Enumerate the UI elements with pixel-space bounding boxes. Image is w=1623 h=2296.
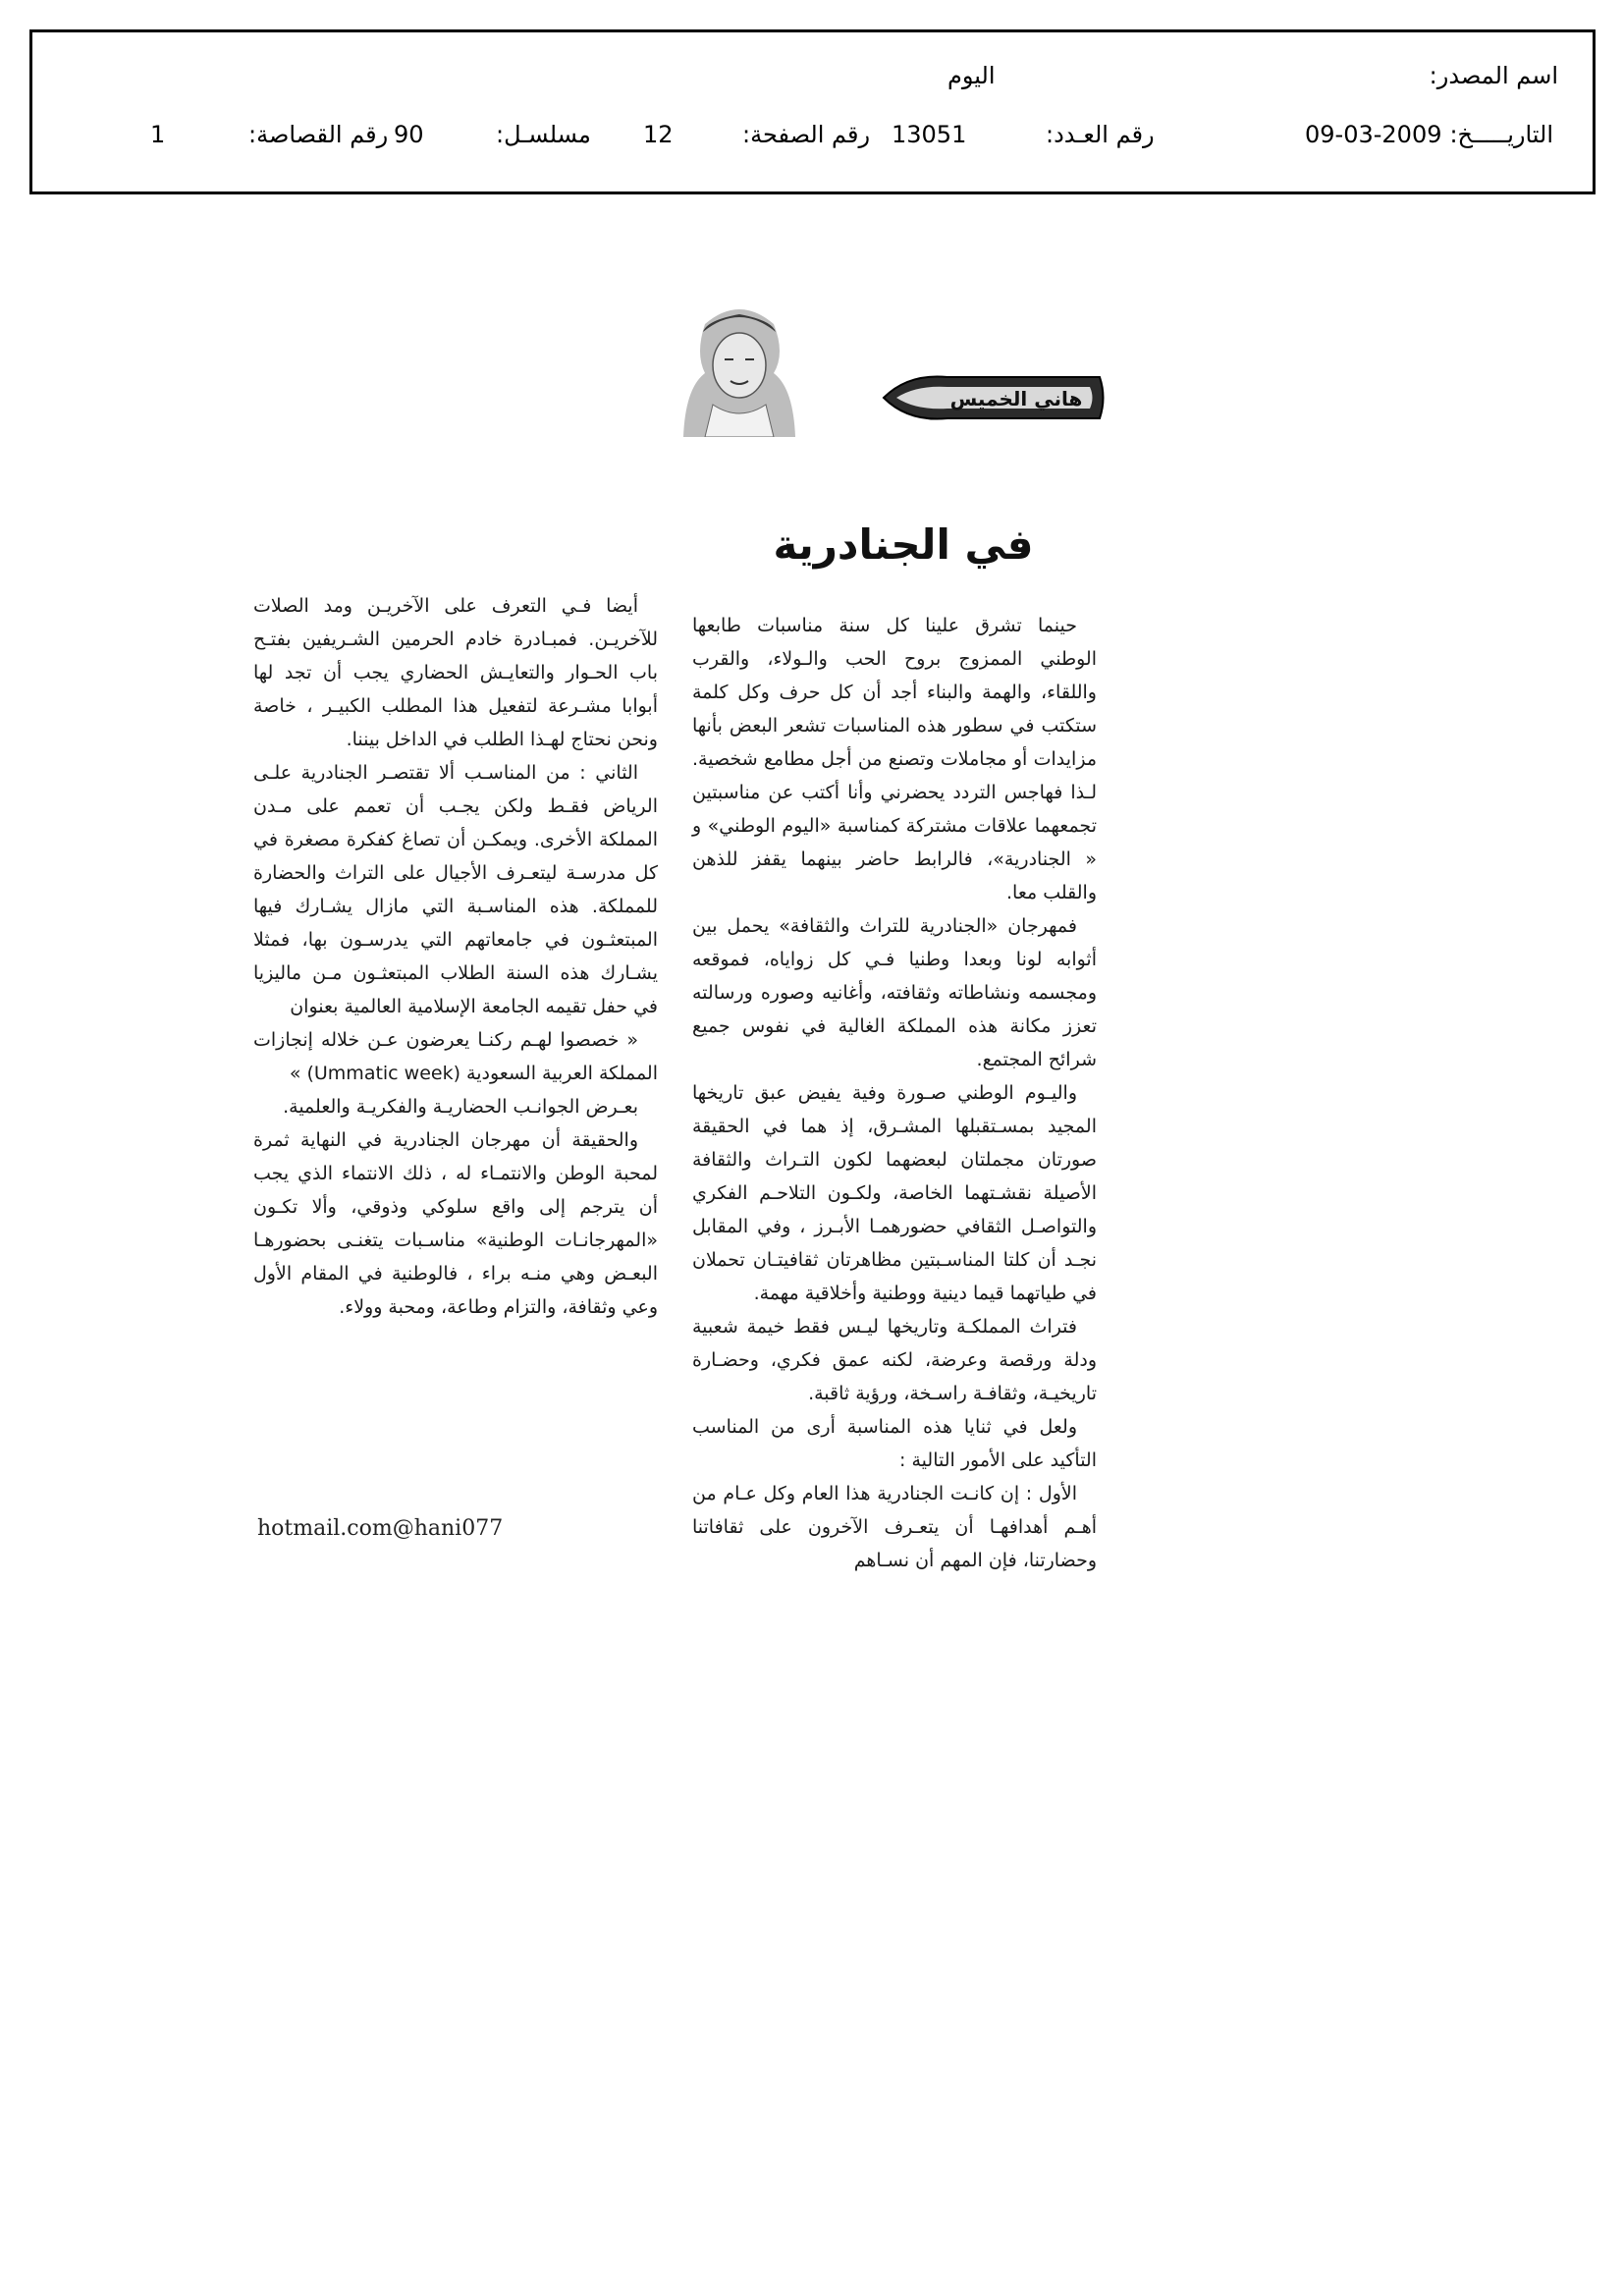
paragraph: فتراث المملكـة وتاريخها ليـس فقط خيمة شعبية ودلة ورقصة وعرضة، لكنه عمق فكري، وحضـارة تاريخيـة، وثقافـة راسـخة، ورؤية ثاقبة. (692, 1316, 1097, 1404)
author-email: hotmail.com@hani077 (257, 1516, 504, 1541)
paragraph: الأول : إن كانـت الجنادرية هذا العام وكل عـام من أهـم أهدافهـا أن يتعـرف الآخرون على ثقافاتنا وحضارتنا، فإن المهم أن نسـاهم (692, 1483, 1097, 1571)
issue-value: 13051 (892, 121, 967, 148)
paragraph: فمهرجان «الجنادرية للتراث والثقافة» يحمل بين أثوابه لونا وبعدا وطنيا فـي كل زواياه، فموقعه ومجسمه ونشاطاته وثقافته، وأغانيه وصوره ورسالته تعزز مكانة هذه المملكة الغالية في نفوس جميع شرائح المجتمع. (692, 915, 1097, 1070)
author-photo (676, 295, 803, 437)
clip-value: 1 (150, 121, 166, 148)
paragraph: ولعل في ثنايا هذه المناسبة أرى من المناسب التأكيد على الأمور التالية : (692, 1416, 1097, 1471)
article-column-left (253, 589, 658, 1324)
date-value: 09-03-2009 (1305, 121, 1442, 148)
column-logo-text: هاني الخميس (949, 387, 1083, 410)
metadata-header-box (29, 29, 1596, 194)
paragraph: حينما تشرق علينا كل سنة مناسبات طابعها الوطني الممزوج بروح الحب والـولاء، والقرب واللقاء، والهمة والبناء أجد أن كل حرف وكل كلمة ستكتب في سطور هذه المناسبات تشعر البعض بأنها مزايدات أو مجاملات وتصنع من أجل مطامع شخصية. لـذا فهاجس التردد يحضرني وأنا أكتب عن مناسبتين تجمعهما علاقات مشتركة كمناسبة «اليوم الوطني» و « الجنادرية»، فالرابط حاضر بينهما يقفز للذهن والقلب معا. (692, 615, 1097, 903)
column-logo (879, 363, 1109, 432)
paragraph: أيضا فـي التعرف على الآخريـن ومد الصلات للآخريـن. فمبـادرة خادم الحرمين الشـريفين بفتـح باب الحـوار والتعايـش الحضاري يجب أن تجد لها أبوابا مشـرعة لتفعيل هذا المطلب الكبيـر ، خاصة ونحن نحتاج لهـذا الطلب في الداخل بيننا. (253, 595, 658, 750)
paragraph: « خصصوا لهـم ركنـا يعرضون عـن خلاله إنجازات المملكة العربية السعودية (Ummatic week) » (253, 1029, 658, 1084)
article-column-right (692, 609, 1097, 1577)
serial-value: 90 (394, 121, 424, 148)
clip-label: رقم القصاصة: (248, 121, 389, 148)
article-title: في الجنادرية (773, 520, 1034, 569)
issue-label: رقم العـدد: (1046, 121, 1155, 148)
serial-label: مسلسـل: (496, 121, 591, 148)
source-label: اسم المصدر: (1429, 62, 1558, 89)
paragraph: بعـرض الجوانـب الحضاريـة والفكريـة والعلمية. (283, 1096, 638, 1118)
paragraph: والحقيقة أن مهرجان الجنادرية في النهاية ثمرة لمحبة الوطن والانتمـاء له ، ذلك الانتماء الذي يجب أن يترجم إلى واقع سلوكي وذوقي، وألا تكـون «المهرجانـات الوطنية» مناسـبات يتغنـى بحضورهـا البعـض وهي منـه براء ، فالوطنية في المقام الأول وعي وثقافة، والتزام وطاعة، ومحبة وولاء. (253, 1129, 658, 1318)
paragraph: واليـوم الوطني صـورة وفية يفيض عبق تاريخها المجيد بمسـتقبلها المشـرق، إذ هما في الحقيقة صورتان مجملتان لبعضهما لكون التـراث والثقافة الأصيلة نقشـتهما الخاصة، ولكـون التلاحـم الفكري والتواصـل الثقافي حضورهمـا الأبـرز ، وفي المقابل نجـد أن كلتا المناسـبتين مظاهرتان ثقافيتـان تحملان في طياتهما قيما دينية ووطنية وأخلاقية مهمة. (692, 1082, 1097, 1304)
page-value: 12 (643, 121, 674, 148)
date-label: التاريـــــخ: (1449, 121, 1553, 148)
page-label: رقم الصفحة: (742, 121, 871, 148)
source-value: اليوم (947, 62, 996, 89)
paragraph: الثاني : من المناسـب ألا تقتصـر الجنادرية علـى الرياض فقـط ولكن يجـب أن تعمم على مـدن المملكة الأخرى. ويمكـن أن تصاغ كفكرة مصغرة في كل مدرسـة ليتعـرف الأجيال على التراث والحضارة للمملكة. هذه المناسـبة التي مازال يشـارك فيها المبتعثـون في جامعاتهم التي يدرسـون بها، فمثلا يشـارك هذه السنة الطلاب المبتعثـون مـن ماليزيا في حفل تقيمه الجامعة الإسلامية العالمية بعنوان (253, 762, 658, 1017)
